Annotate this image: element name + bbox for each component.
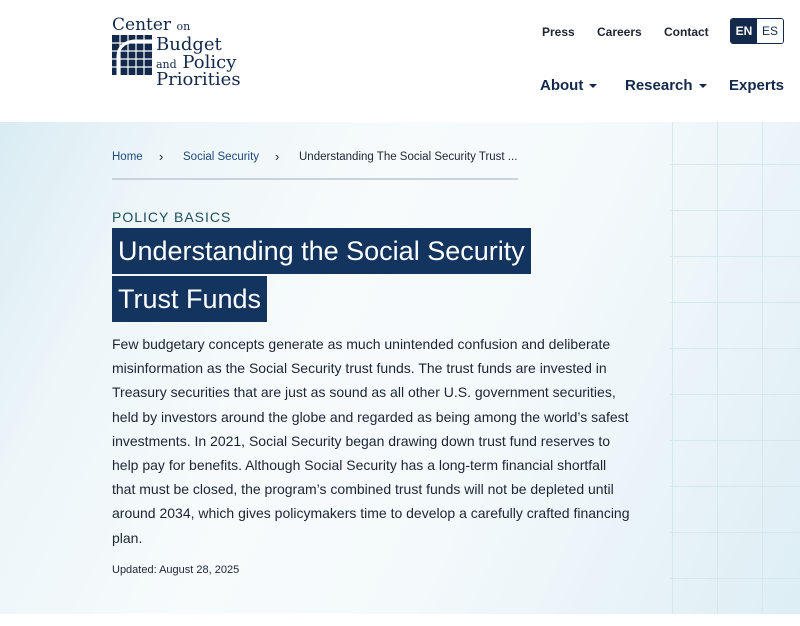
chevron-right-icon: › bbox=[275, 149, 280, 164]
logo-grid-icon bbox=[112, 35, 152, 75]
breadcrumb-section-link[interactable]: Social Security bbox=[183, 151, 260, 163]
page-title-line-1: Understanding the Social Security bbox=[112, 228, 531, 274]
breadcrumb-current: Understanding The Social Security Trust ... bbox=[299, 151, 518, 163]
lang-en-button[interactable]: EN bbox=[731, 19, 757, 43]
nav-about-menu[interactable] bbox=[540, 77, 597, 94]
breadcrumb-divider bbox=[112, 178, 518, 180]
logo-policy-text: Policy bbox=[182, 52, 237, 73]
logo-and-text: and bbox=[156, 58, 177, 71]
logo-on-text: on bbox=[176, 20, 191, 33]
article-summary: Few budgetary concepts generate as much unintended confusion and deliberate misinformation as the Social Security trust funds. The trust funds are invested in Treasury securities that are just as sound as all other U.S. government securities, held by investors around the globe and regarded as being among the world’s safest investments. In 2021, Social Security began drawing down trust fund reserves to help pay for benefits. Although Social Security has a long-term financial shortfall that must be closed, the program’s combined trust funds will not be depleted until around 2034, which gives policymakers time to develop a carefully crafted financing plan. bbox=[112, 336, 630, 546]
nav-experts-label: Experts bbox=[729, 77, 785, 94]
language-switcher bbox=[730, 18, 784, 44]
logo-center-text: Center bbox=[112, 15, 172, 35]
breadcrumb-home-link[interactable]: Home bbox=[112, 151, 143, 163]
article-hero bbox=[0, 122, 800, 614]
logo-budget-text: Budget bbox=[156, 34, 222, 55]
nav-experts-link[interactable] bbox=[729, 77, 784, 94]
decorative-grid bbox=[670, 122, 800, 614]
logo-priorities-text: Priorities bbox=[156, 69, 241, 90]
nav-press-link[interactable]: Press bbox=[542, 25, 575, 39]
article-eyebrow: POLICY BASICS bbox=[112, 209, 232, 225]
updated-date: Updated: August 28, 2025 bbox=[112, 564, 240, 576]
nav-contact-link[interactable]: Contact bbox=[664, 25, 709, 39]
nav-careers-link[interactable]: Careers bbox=[597, 25, 642, 39]
nav-about-label: About bbox=[540, 77, 584, 94]
chevron-right-icon: › bbox=[159, 149, 164, 164]
nav-research-label: Research bbox=[625, 77, 693, 94]
lang-es-button[interactable]: ES bbox=[757, 19, 783, 43]
chevron-down-icon bbox=[699, 84, 707, 88]
page-title-line-2: Trust Funds bbox=[112, 276, 267, 322]
cbpp-logo[interactable] bbox=[112, 15, 241, 90]
nav-research-menu[interactable] bbox=[625, 77, 707, 94]
chevron-down-icon bbox=[589, 84, 597, 88]
site-header bbox=[0, 0, 800, 122]
